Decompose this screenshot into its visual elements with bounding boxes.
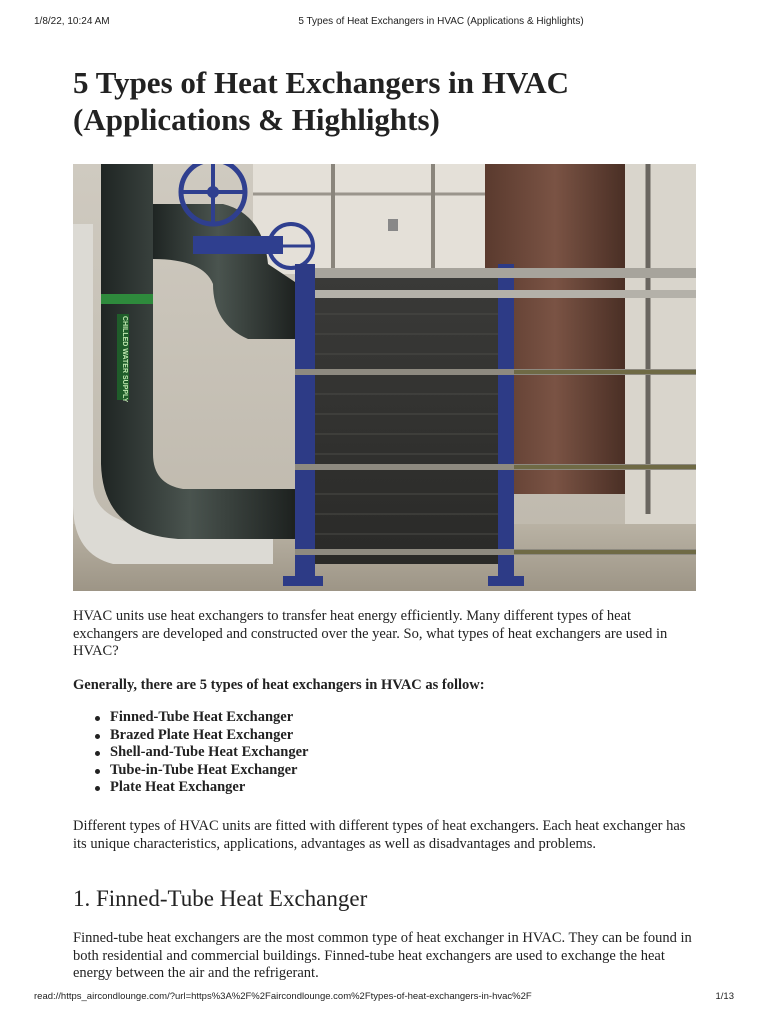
hero-illustration	[73, 164, 696, 591]
list-item: Finned-Tube Heat Exchanger	[110, 709, 308, 727]
list-item: Tube-in-Tube Heat Exchanger	[110, 762, 308, 780]
print-doc-title: 5 Types of Heat Exchangers in HVAC (Applications & Highlights)	[298, 16, 584, 27]
differences-paragraph: Different types of HVAC units are fitted with different types of heat exchangers. Each heat exchanger has its unique characteristics, applications, advantages as well as disadvantages and problems.	[73, 818, 686, 852]
print-header	[0, 16, 768, 32]
section-heading-finned-tube: 1. Finned-Tube Heat Exchanger	[73, 886, 368, 911]
print-datetime: 1/8/22, 10:24 AM	[34, 16, 110, 27]
print-url: read://https_aircondlounge.com/?url=https%3A%2F%2Faircondlounge.com%2Ftypes-of-heat-exchangers-in-hvac%2F	[34, 991, 532, 1002]
print-footer	[0, 991, 768, 1007]
lead-sentence: Generally, there are 5 types of heat exchangers in HVAC as follow:	[73, 677, 485, 693]
article-title-line1: 5 Types of Heat Exchangers in HVAC	[73, 65, 570, 100]
article-title-line2: (Applications & Highlights)	[73, 102, 440, 137]
heat-exchanger-types-list	[73, 709, 308, 797]
hero-pipe-label: CHILLED WATER SUPPLY	[121, 316, 128, 403]
list-item: Plate Heat Exchanger	[110, 779, 308, 797]
hero-image-heat-exchanger	[73, 164, 696, 591]
finned-tube-paragraph: Finned-tube heat exchangers are the most common type of heat exchanger in HVAC. They can be found in both residential and commercial buildings. Finned-tube heat exchangers are used to exchange the heat energy between the air and the refrigerant.	[73, 930, 692, 981]
article	[73, 64, 698, 981]
intro-paragraph: HVAC units use heat exchangers to transfer heat energy efficiently. Many different types of heat exchangers are developed and constructed over the year. So, what types of heat exchangers are used in HVAC?	[73, 608, 668, 659]
list-item: Shell-and-Tube Heat Exchanger	[110, 744, 309, 761]
article-title	[73, 64, 698, 138]
page-number: 1/13	[715, 991, 734, 1002]
list-item: Brazed Plate Heat Exchanger	[110, 727, 308, 745]
